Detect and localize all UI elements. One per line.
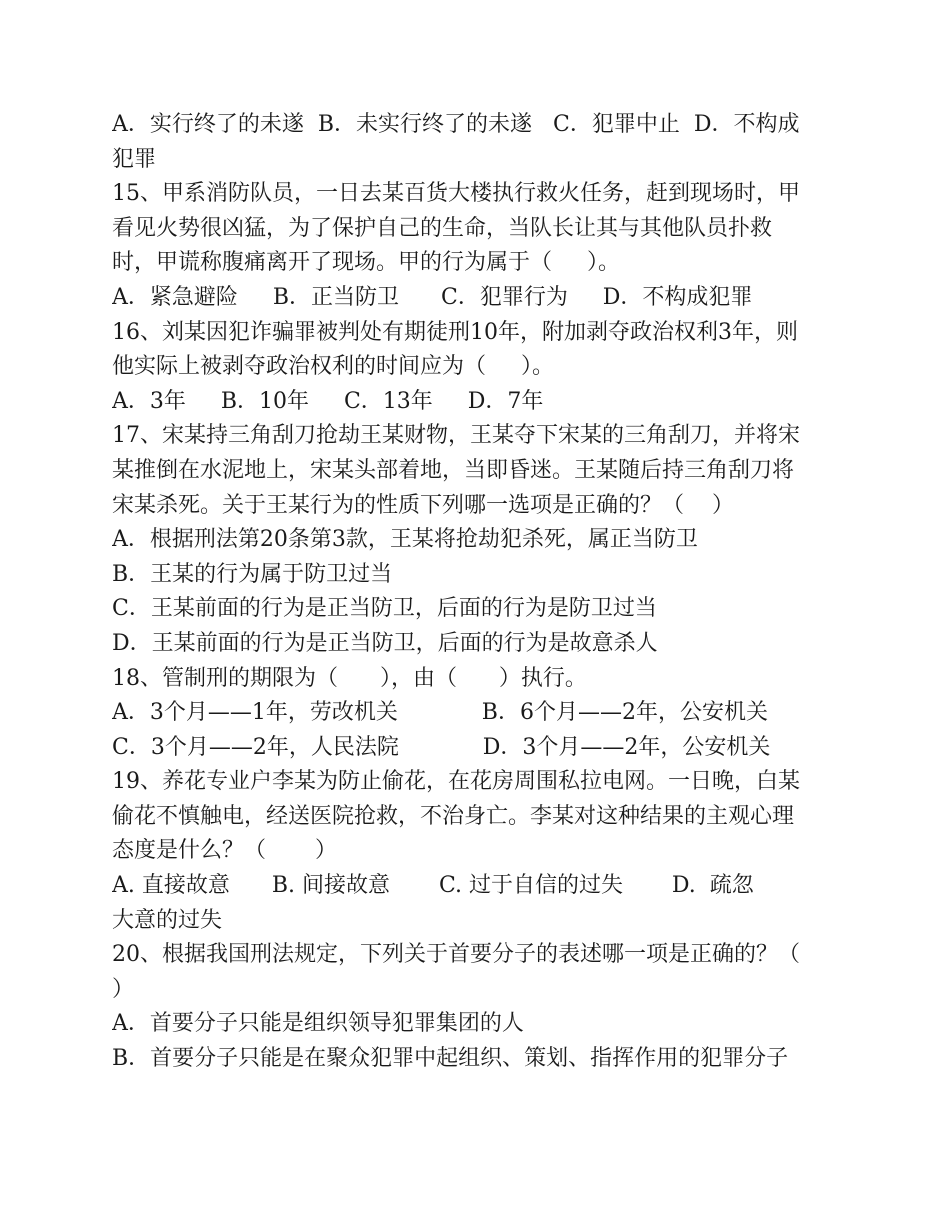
text-line: 大意的过失	[112, 907, 223, 933]
text-line: A．3年 B．10年 C．13年 D．7年	[112, 388, 544, 414]
text-line: 18、管制刑的期限为（ ），由（ ）执行。	[112, 665, 587, 691]
text-line: 16、刘某因犯诈骗罪被判处有期徒刑10年，附加剥夺政治权利3年，则	[112, 319, 798, 345]
text-line: 19、养花专业户李某为防止偷花，在花房周围私拉电网。一日晚，白某	[112, 769, 800, 795]
text-line: ）	[112, 976, 135, 1002]
text-line: 15、甲系消防队员，一日去某百货大楼执行救火任务，赶到现场时，甲	[112, 181, 800, 207]
text-line: 20、根据我国刑法规定，下列关于首要分子的表述哪一项是正确的？（	[112, 942, 800, 968]
text-line: A．3个月——1年，劳改机关 B．6个月——2年，公安机关	[112, 700, 768, 726]
text-line: B．王某的行为属于防卫过当	[112, 561, 393, 587]
text-line: D．王某前面的行为是正当防卫，后面的行为是故意杀人	[112, 630, 658, 656]
text-line: 偷花不慎触电，经送医院抢救，不治身亡。李某对这种结果的主观心理	[112, 803, 795, 829]
text-line: 态度是什么？（ ）	[112, 838, 337, 864]
text-line: 时，甲谎称腹痛离开了现场。甲的行为属于（ ）。	[112, 250, 620, 276]
text-line: 宋某杀死。关于王某行为的性质下列哪一选项是正确的？（ ）	[112, 492, 734, 518]
text-line: 看见火势很凶猛，为了保护自己的生命，当队长让其与其他队员扑救	[112, 215, 773, 241]
text-line: 他实际上被剥夺政治权利的时间应为（ ）。	[112, 354, 554, 380]
text-line: 犯罪	[112, 146, 157, 172]
text-line: A．实行终了的未遂 B．未实行终了的未遂 C．犯罪中止 D．不构成	[112, 112, 800, 137]
text-line: A．根据刑法第20条第3款，王某将抢劫犯杀死，属正当防卫	[112, 527, 698, 553]
text-line: A．紧急避险 B．正当防卫 C．犯罪行为 D．不构成犯罪	[112, 284, 753, 310]
text-line: A. 直接故意 B. 间接故意 C. 过于自信的过失 D. 疏忽	[112, 873, 754, 899]
text-line: 某推倒在水泥地上，宋某头部着地，当即昏迷。王某随后持三角刮刀将	[112, 457, 795, 483]
document-body	[112, 108, 842, 1077]
text-line: A．首要分子只能是组织领导犯罪集团的人	[112, 1011, 524, 1037]
text-line: 17、宋某持三角刮刀抢劫王某财物，王某夺下宋某的三角刮刀，并将宋	[112, 423, 800, 449]
text-line: B．首要分子只能是在聚众犯罪中起组织、策划、指挥作用的犯罪分子	[112, 1046, 789, 1072]
text-line: C．王某前面的行为是正当防卫，后面的行为是防卫过当	[112, 596, 657, 622]
text-line: C．3个月——2年，人民法院 D．3个月——2年，公安机关	[112, 734, 771, 760]
